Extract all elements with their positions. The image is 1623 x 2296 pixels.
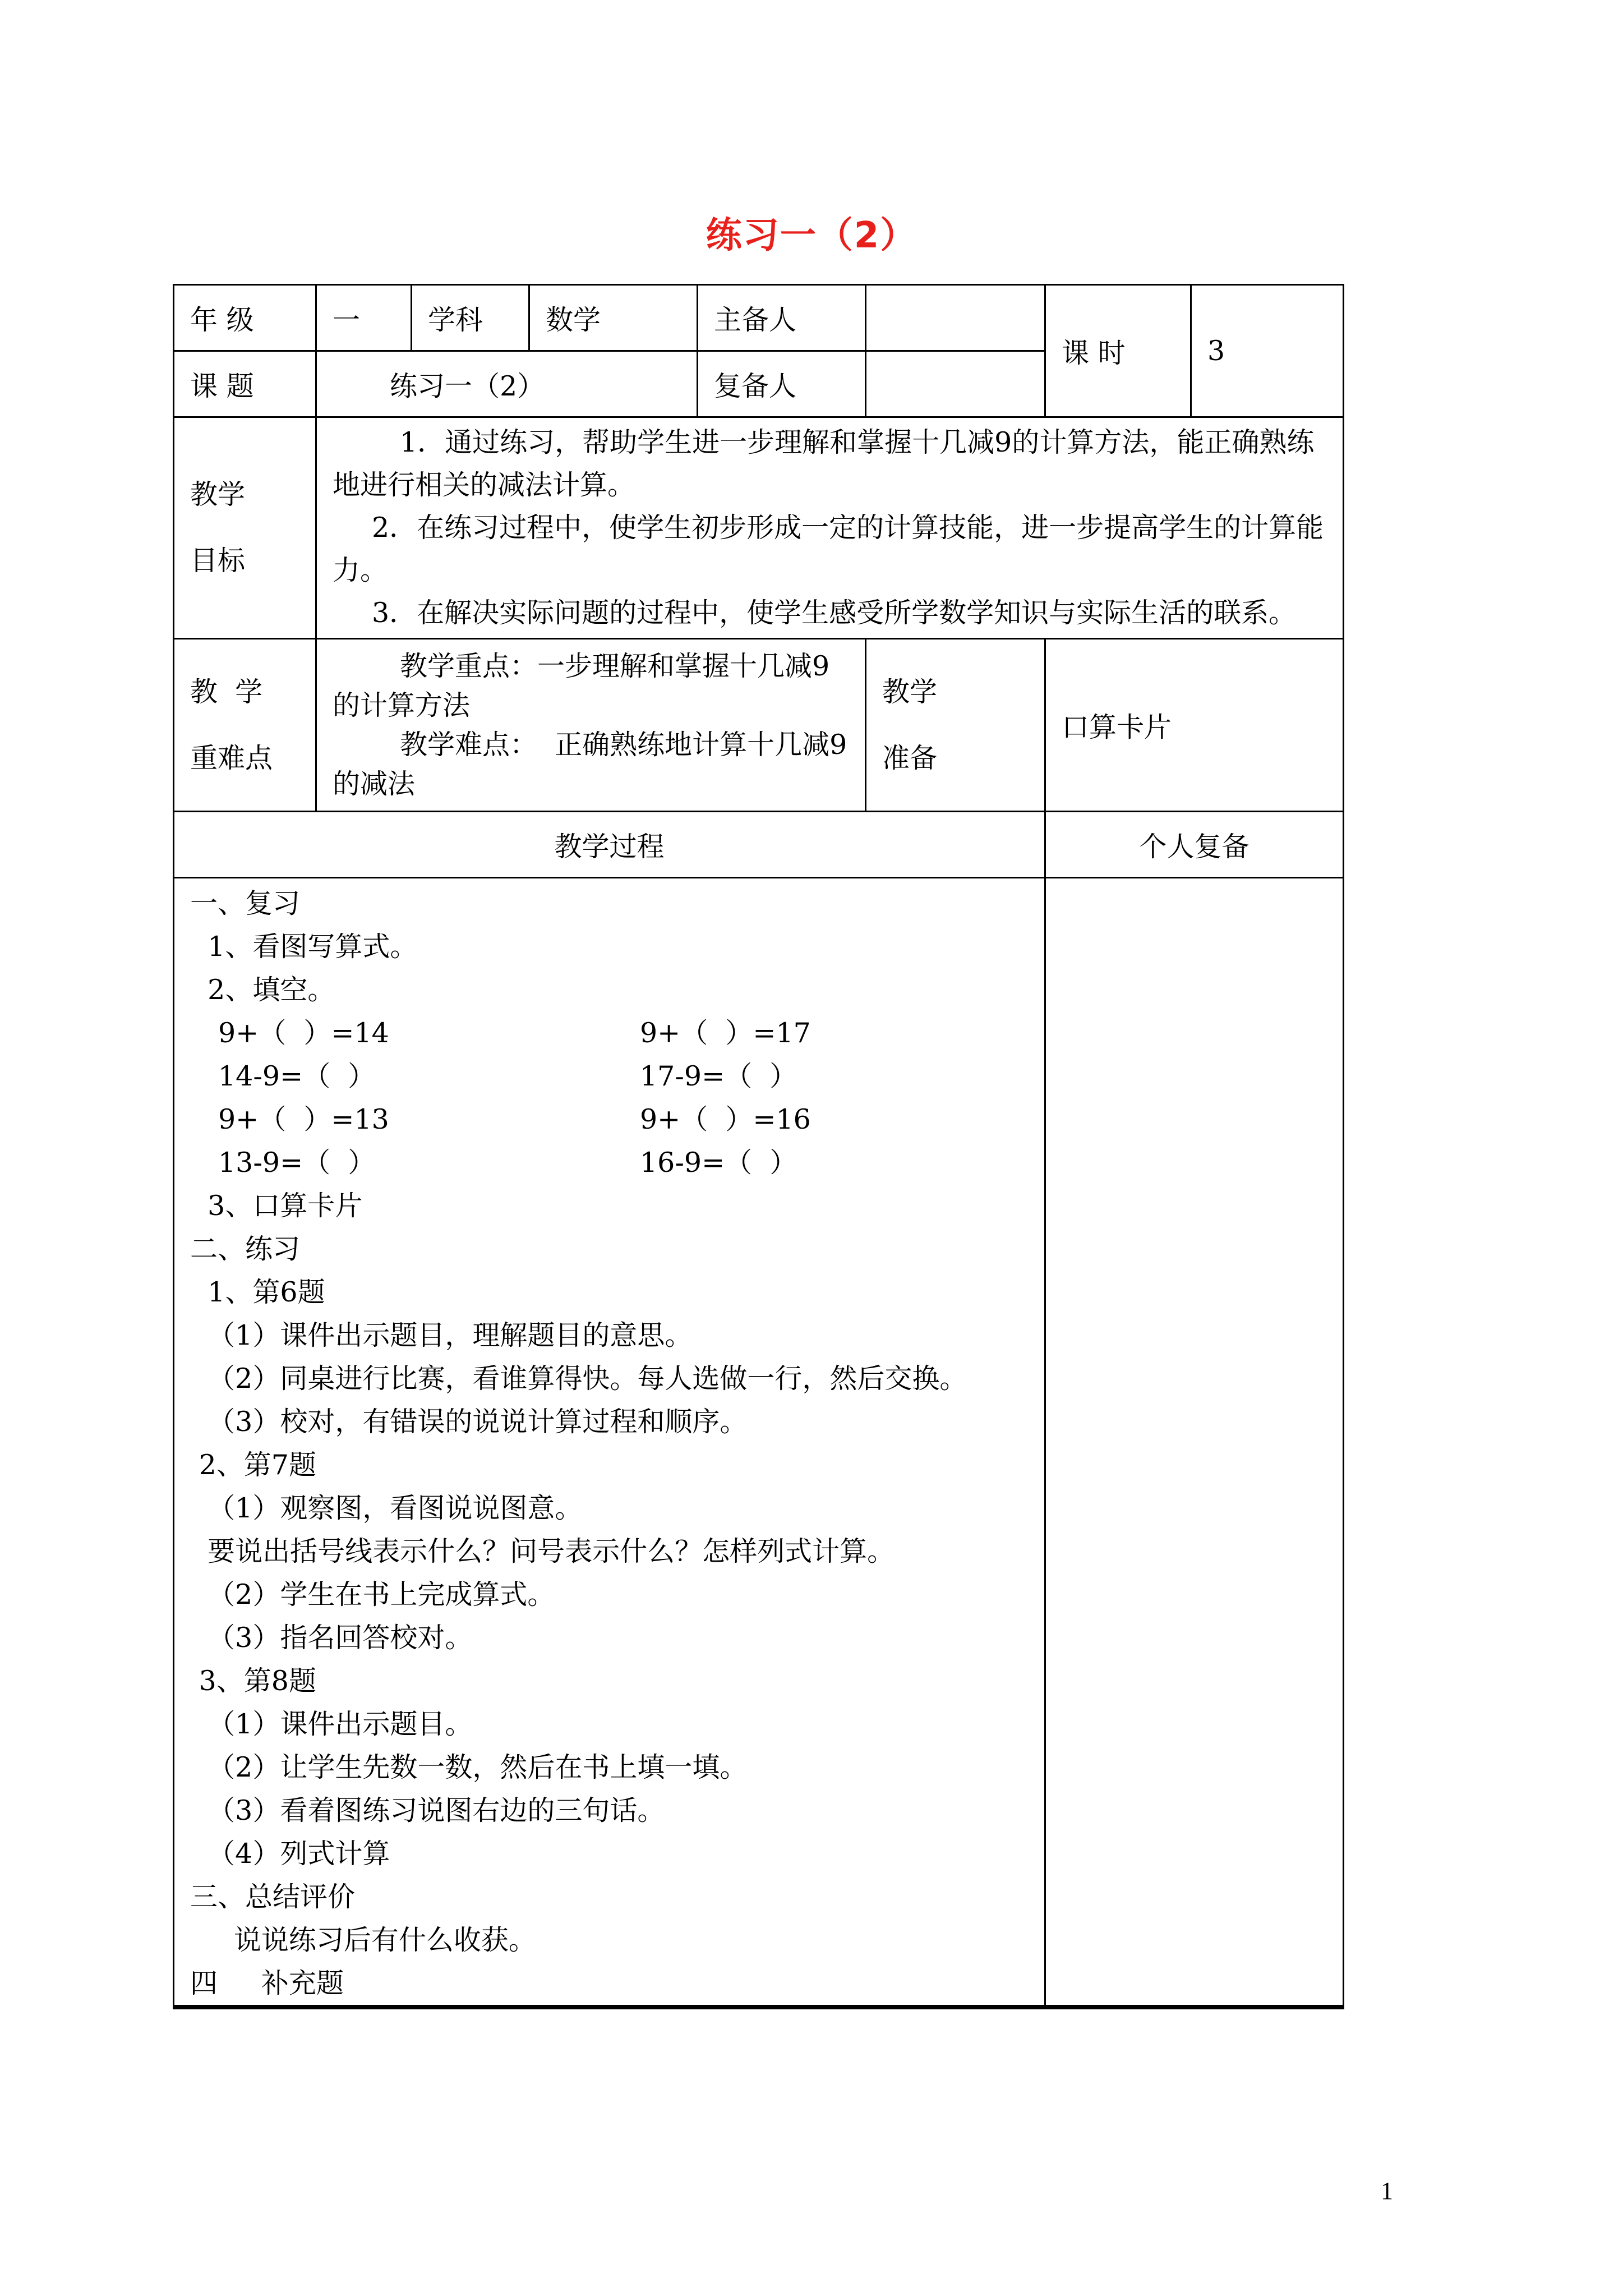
process-line: （3）指名回答校对。 — [190, 1622, 473, 1654]
exercise-item: 13-9=（ ） — [218, 1147, 376, 1179]
goals-label-line-1: 教学 — [190, 478, 246, 510]
main-preparer-label: 主备人 — [698, 285, 866, 351]
process-line: 1、看图写算式。 — [190, 931, 418, 963]
page-number: 1 — [1381, 2177, 1393, 2205]
process-line: （3）看着图练习说图右边的三句话。 — [190, 1795, 665, 1826]
process-line: （1）课件出示题目，理解题目的意思。 — [190, 1319, 693, 1351]
goals-content — [316, 417, 1344, 639]
exercise-item: 14-9=（ ） — [218, 1060, 376, 1092]
process-line: （2）同桌进行比赛，看谁算得快。每人选做一行，然后交换。 — [190, 1363, 967, 1395]
co-preparer-label: 复备人 — [698, 351, 866, 417]
key-point: 教学重点：一步理解和掌握十几减9的计算方法 — [333, 650, 830, 721]
exercise-row — [190, 1055, 1044, 1098]
exercise-item: 9+（ ）=16 — [640, 1103, 811, 1135]
process-header: 教学过程 — [174, 812, 1045, 878]
process-line: 3、口算卡片 — [190, 1190, 363, 1222]
goal-item: 3．在解决实际问题的过程中，使学生感受所学数学知识与实际生活的联系。 — [372, 597, 1297, 629]
focus-label-line-2: 重难点 — [190, 742, 273, 774]
focus-label-line-1: 教 学 — [190, 675, 263, 708]
exercise-item: 9+（ ）=17 — [640, 1017, 811, 1049]
prep-label — [866, 639, 1045, 812]
co-preparer-value — [866, 351, 1045, 417]
personal-review-header: 个人复备 — [1045, 812, 1344, 878]
subject-label: 学科 — [412, 285, 529, 351]
process-line: （2）学生在书上完成算式。 — [190, 1579, 555, 1611]
class-hours-label: 课 时 — [1045, 285, 1191, 417]
goals-label — [174, 417, 316, 639]
exercise-item: 17-9=（ ） — [640, 1060, 797, 1092]
main-preparer-value — [866, 285, 1045, 351]
prep-value: 口算卡片 — [1045, 639, 1344, 812]
process-line: （4）列式计算 — [190, 1838, 390, 1870]
process-line: （1）观察图，看图说说图意。 — [190, 1492, 583, 1524]
exercise-row — [190, 1098, 1044, 1141]
process-line: 2、填空。 — [190, 974, 335, 1006]
class-hours-value: 3 — [1191, 285, 1344, 417]
process-line: 要说出括号线表示什么？问号表示什么？怎样列式计算。 — [190, 1535, 895, 1567]
process-line: 说说练习后有什么收获。 — [190, 1924, 536, 1956]
exercise-row — [190, 1011, 1044, 1055]
process-row — [174, 878, 1344, 2008]
header-row-1 — [174, 285, 1344, 351]
process-line: 2、第7题 — [190, 1449, 316, 1481]
goal-item: 1．通过练习，帮助学生进一步理解和掌握十几减9的计算方法，能正确熟练地进行相关的减法计算。 — [333, 426, 1315, 501]
focus-row — [174, 639, 1344, 812]
lesson-plan-table — [173, 284, 1344, 2009]
exercise-grid — [190, 1011, 1044, 1184]
grade-label: 年 级 — [174, 285, 316, 351]
process-line: 三、总结评价 — [190, 1881, 356, 1913]
document-title: 练习一（2） — [706, 215, 917, 256]
process-line: 3、第8题 — [190, 1665, 316, 1697]
focus-content — [316, 639, 866, 812]
personal-review-cell — [1045, 878, 1344, 2008]
goals-label-line-2: 目标 — [190, 545, 246, 577]
process-line: 一、复习 — [190, 887, 301, 919]
topic-label: 课 题 — [174, 351, 316, 417]
exercise-row — [190, 1141, 1044, 1184]
process-header-row — [174, 812, 1344, 878]
process-line: 二、练习 — [190, 1233, 301, 1265]
prep-label-line-1: 教学 — [882, 675, 938, 708]
process-line: （3）校对，有错误的说说计算过程和顺序。 — [190, 1406, 748, 1438]
process-line: 1、第6题 — [190, 1276, 325, 1308]
prep-label-line-2: 准备 — [882, 742, 938, 774]
topic-value: 练习一（2） — [316, 351, 698, 417]
process-line: （1）课件出示题目。 — [190, 1708, 473, 1740]
process-content — [174, 878, 1045, 2008]
process-line: 四 补充题 — [190, 1967, 344, 1999]
grade-value: 一 — [316, 285, 412, 351]
goal-item: 2．在练习过程中，使学生初步形成一定的计算技能，进一步提高学生的计算能力。 — [333, 512, 1324, 586]
exercise-item: 9+（ ）=13 — [218, 1103, 389, 1135]
subject-value: 数学 — [529, 285, 698, 351]
goals-row — [174, 417, 1344, 639]
process-line: （2）让学生先数一数，然后在书上填一填。 — [190, 1751, 748, 1783]
exercise-item: 9+（ ）=14 — [218, 1017, 389, 1049]
focus-label — [174, 639, 316, 812]
exercise-item: 16-9=（ ） — [640, 1147, 797, 1179]
difficulty-point: 教学难点： 正确熟练地计算十几减9的减法 — [333, 728, 847, 800]
